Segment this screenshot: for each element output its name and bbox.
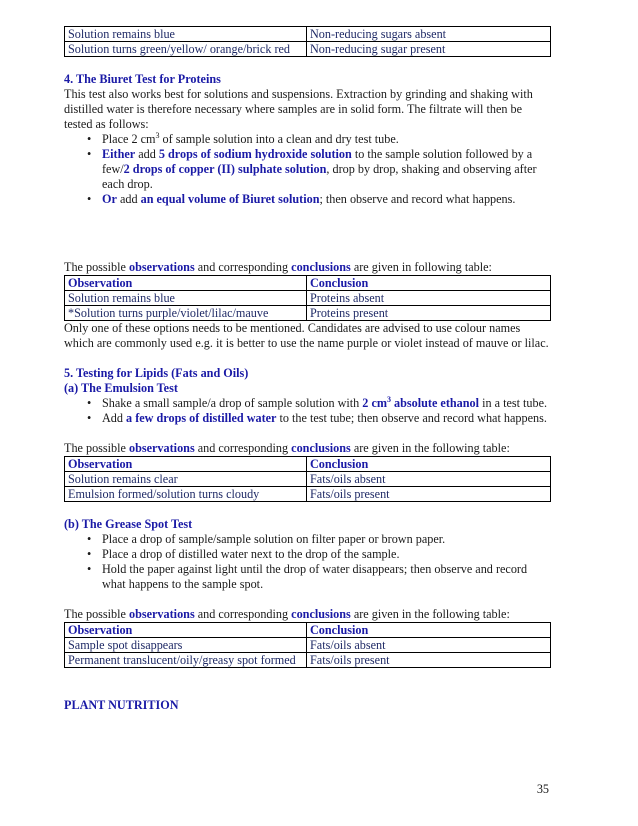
- list-item: • Place a drop of sample/sample solution on filter paper or brown paper.: [102, 532, 551, 547]
- table-row: [65, 638, 551, 653]
- biuret-heading: 4. The Biuret Test for Proteins: [64, 72, 221, 86]
- lipids-heading: 5. Testing for Lipids (Fats and Oils): [64, 366, 249, 380]
- grease-spot-heading: (b) The Grease Spot Test: [64, 517, 193, 531]
- table-cell: Non-reducing sugars absent: [307, 27, 551, 42]
- table-cell: Sample spot disappears: [65, 638, 307, 653]
- non-reducing-sugar-table: [64, 26, 551, 57]
- table-cell: Fats/oils present: [307, 487, 551, 502]
- table-header-cell: Observation: [65, 276, 307, 291]
- biuret-bullet-list: [64, 132, 551, 207]
- table-header-cell: Observation: [65, 623, 307, 638]
- table-cell: Proteins present: [307, 306, 551, 321]
- table-row: [65, 472, 551, 487]
- list-item: • Place a drop of distilled water next to the drop of the sample.: [102, 547, 551, 562]
- table-row: [65, 487, 551, 502]
- table-cell: Non-reducing sugar present: [307, 42, 551, 57]
- document-page: [64, 26, 551, 713]
- table-cell: *Solution turns purple/violet/lilac/mauve: [65, 306, 307, 321]
- page-number: 35: [536, 782, 549, 796]
- table-row: [65, 27, 551, 42]
- table-row: [65, 42, 551, 57]
- table-header-cell: Conclusion: [307, 276, 551, 291]
- table-cell: Fats/oils present: [307, 653, 551, 668]
- table-cell: Solution turns green/yellow/ orange/brick red: [65, 42, 307, 57]
- grease-spot-table: [64, 622, 551, 668]
- table-cell: Proteins absent: [307, 291, 551, 306]
- grease-bullet-list: [64, 532, 551, 592]
- grease-table-intro: The possible observations and corresponding conclusions are given in the following table:: [64, 607, 510, 621]
- list-item: • Hold the paper against light until the drop of water disappears; then observe and record what happens to the sample spot.: [102, 562, 551, 592]
- table-header-cell: Conclusion: [307, 623, 551, 638]
- list-item: • Place 2 $cm^3$ of sample solution into a clean and dry test tube.: [102, 132, 551, 147]
- table-header-row: [65, 623, 551, 638]
- biuret-intro: This test also works best for solutions and suspensions. Extraction by grinding and shaking with distilled water is therefore necessary where samples are in solid form. The filtrate will then be tested as follows:: [64, 87, 533, 131]
- emulsion-bullet-list: [64, 396, 551, 426]
- table-row: [65, 653, 551, 668]
- emulsion-table-intro: The possible observations and corresponding conclusions are given in the following table:: [64, 441, 510, 455]
- table-header-row: [65, 276, 551, 291]
- list-item: • Either add 5 drops of sodium hydroxide solution to the sample solution followed by a few/2 drops of copper (II) sulphate solution, drop by drop, shaking and observing after each drop.: [102, 147, 551, 192]
- emulsion-heading: (a) The Emulsion Test: [64, 381, 178, 395]
- list-item: • Shake a small sample/a drop of sample solution with 2 $cm^3$ absolute ethanol in a test tube.: [102, 396, 551, 411]
- list-item: • Add a few drops of distilled water to the test tube; then observe and record what happens.: [102, 411, 551, 426]
- table-header-cell: Conclusion: [307, 457, 551, 472]
- table-cell: Solution remains clear: [65, 472, 307, 487]
- table-cell: Solution remains blue: [65, 291, 307, 306]
- table-cell: Emulsion formed/solution turns cloudy: [65, 487, 307, 502]
- table-cell: Solution remains blue: [65, 27, 307, 42]
- list-item: • Or add an equal volume of Biuret solution; then observe and record what happens.: [102, 192, 551, 207]
- biuret-table-intro: The possible observations and corresponding conclusions are given in following table:: [64, 260, 492, 274]
- table-cell: Fats/oils absent: [307, 472, 551, 487]
- biuret-table: [64, 275, 551, 321]
- biuret-note: Only one of these options needs to be mentioned. Candidates are advised to use colour names which are commonly used e.g. it is better to use the name purple or violet instead of mauve or lilac.: [64, 321, 549, 350]
- table-header-cell: Observation: [65, 457, 307, 472]
- emulsion-table: [64, 456, 551, 502]
- table-cell: Fats/oils absent: [307, 638, 551, 653]
- table-header-row: [65, 457, 551, 472]
- plant-nutrition-heading: PLANT NUTRITION: [64, 698, 179, 712]
- table-cell: Permanent translucent/oily/greasy spot formed: [65, 653, 307, 668]
- table-row: [65, 291, 551, 306]
- table-row: [65, 306, 551, 321]
